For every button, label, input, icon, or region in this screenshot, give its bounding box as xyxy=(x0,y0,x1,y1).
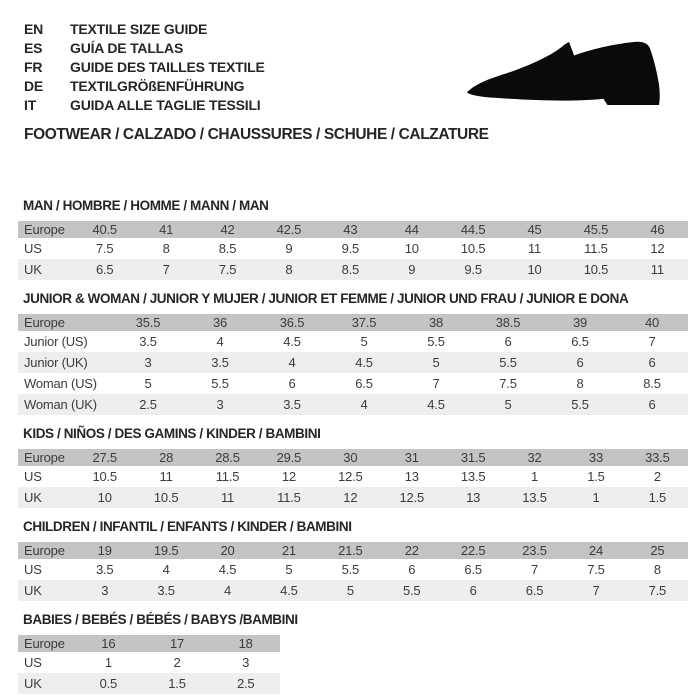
table-row xyxy=(18,238,688,259)
size-cell: 8.5 xyxy=(341,262,360,277)
size-cell: 20 xyxy=(220,543,235,558)
size-cell: 6 xyxy=(648,355,656,370)
language-label: GUIDE DES TAILLES TEXTILE xyxy=(70,58,265,75)
row-label: US xyxy=(24,655,42,670)
size-cell: 6 xyxy=(408,562,416,577)
section-title: BABIES / BEBÉS / BÉBÉS / BABYS /BAMBINI xyxy=(23,612,298,627)
size-cell: 6 xyxy=(288,376,296,391)
size-cell: 5 xyxy=(144,376,152,391)
row-label: Junior (UK) xyxy=(24,355,88,370)
row-label: UK xyxy=(24,490,42,505)
size-cell: 0.5 xyxy=(99,676,118,691)
size-cell: 5 xyxy=(360,334,368,349)
section-title: JUNIOR & WOMAN / JUNIOR Y MUJER / JUNIOR ET FEMME / JUNIOR UND FRAU / JUNIOR E DONA xyxy=(23,291,629,306)
size-cell: 2.5 xyxy=(139,397,157,412)
size-cell: 16 xyxy=(101,636,116,651)
size-cell: 5 xyxy=(346,583,354,598)
table-row xyxy=(18,559,688,580)
size-cell: 10 xyxy=(97,490,112,505)
size-cell: 35.5 xyxy=(135,315,161,330)
size-cell: 40 xyxy=(644,315,660,330)
table-row xyxy=(18,487,688,508)
size-cell: 19 xyxy=(97,543,112,558)
size-cell: 10.5 xyxy=(460,241,486,256)
size-cell: 44 xyxy=(404,222,419,237)
row-label: Woman (UK) xyxy=(24,397,97,412)
section-children xyxy=(18,519,688,601)
row-label: UK xyxy=(24,262,42,277)
size-cell: 13 xyxy=(466,490,481,505)
size-cell: 10.5 xyxy=(153,490,179,505)
size-cell: 3 xyxy=(101,583,109,598)
table-row xyxy=(18,394,688,415)
size-cell: 8 xyxy=(162,241,170,256)
language-label: GUIDA ALLE TAGLIE TESSILI xyxy=(70,96,261,113)
size-cell: 29.5 xyxy=(276,450,302,465)
size-cell: 8.5 xyxy=(643,376,661,391)
size-cell: 12 xyxy=(650,241,665,256)
size-cell: 5 xyxy=(285,562,293,577)
size-cell: 13.5 xyxy=(522,490,547,505)
size-cell: 3.5 xyxy=(139,334,157,349)
size-table xyxy=(18,635,280,694)
size-cell: 24 xyxy=(588,543,603,558)
size-cell: 9.5 xyxy=(464,262,482,277)
size-cell: 3.5 xyxy=(211,355,229,370)
size-cell: 11 xyxy=(650,262,664,277)
size-cell: 3 xyxy=(144,355,152,370)
size-cell: 11 xyxy=(220,490,235,505)
size-cell: 10.5 xyxy=(92,469,117,484)
language-code: IT xyxy=(24,96,37,113)
size-cell: 4.5 xyxy=(218,562,237,577)
size-cell: 18 xyxy=(238,636,253,651)
size-cell: 5.5 xyxy=(499,355,517,370)
language-label: TEXTILGRÖßENFÜHRUNG xyxy=(70,77,245,94)
size-cell: 33.5 xyxy=(645,450,670,465)
table-row xyxy=(18,466,688,487)
size-cell: 6.5 xyxy=(571,334,589,349)
size-cell: 6 xyxy=(576,355,584,370)
table-row xyxy=(18,331,688,352)
size-cell: 8.5 xyxy=(218,241,237,256)
size-cell: 7.5 xyxy=(95,241,114,256)
section-title: KIDS / NIÑOS / DES GAMINS / KINDER / BAMBINI xyxy=(23,426,321,441)
size-cell: 10.5 xyxy=(583,262,609,277)
size-cell: 32 xyxy=(527,450,542,465)
size-cell: 25 xyxy=(650,543,665,558)
size-cell: 31 xyxy=(404,450,419,465)
size-cell: 44.5 xyxy=(460,222,486,237)
size-cell: 6 xyxy=(469,583,477,598)
language-row xyxy=(24,57,265,76)
table-header-row xyxy=(18,221,688,238)
language-row xyxy=(24,38,265,57)
size-cell: 4.5 xyxy=(427,397,445,412)
size-cell: 1.5 xyxy=(168,676,186,691)
size-cell: 28.5 xyxy=(215,450,240,465)
size-cell: 1 xyxy=(592,490,600,505)
size-cell: 11.5 xyxy=(215,469,240,484)
table-header-row xyxy=(18,635,280,652)
size-cell: 17 xyxy=(169,636,185,651)
size-cell: 2.5 xyxy=(236,676,255,691)
size-table xyxy=(18,542,688,601)
section-title: MAN / HOMBRE / HOMME / MANN / MAN xyxy=(23,198,269,213)
section-man xyxy=(18,198,688,280)
table-row xyxy=(18,652,280,673)
size-cell: 6 xyxy=(504,334,512,349)
size-cell: 10 xyxy=(527,262,542,277)
size-cell: 38.5 xyxy=(495,315,521,330)
size-cell: 7.5 xyxy=(587,562,605,577)
size-cell: 7 xyxy=(531,562,539,577)
size-cell: 7 xyxy=(648,334,656,349)
size-cell: 3 xyxy=(216,397,224,412)
size-cell: 4 xyxy=(216,334,224,349)
row-label: US xyxy=(24,469,42,484)
row-label: US xyxy=(24,241,42,256)
size-cell: 21.5 xyxy=(338,543,363,558)
table-row xyxy=(18,373,688,394)
language-row xyxy=(24,95,265,114)
size-cell: 41 xyxy=(159,222,174,237)
language-label: TEXTILE SIZE GUIDE xyxy=(70,20,208,37)
section-kids xyxy=(18,426,688,508)
size-cell: 7 xyxy=(162,262,170,277)
size-cell: 9.5 xyxy=(341,241,360,256)
size-cell: 31.5 xyxy=(460,450,486,465)
size-cell: 40.5 xyxy=(92,222,117,237)
size-cell: 33 xyxy=(588,450,603,465)
table-row xyxy=(18,580,688,601)
size-cell: 8 xyxy=(653,562,661,577)
size-table xyxy=(18,221,688,280)
size-cell: 42 xyxy=(220,222,235,237)
size-cell: 21 xyxy=(281,543,296,558)
size-cell: 4.5 xyxy=(355,355,373,370)
size-cell: 36 xyxy=(212,315,228,330)
size-cell: 36.5 xyxy=(279,315,305,330)
size-cell: 5.5 xyxy=(571,397,589,412)
size-cell: 4 xyxy=(288,355,296,370)
size-cell: 6.5 xyxy=(464,562,482,577)
size-cell: 7.5 xyxy=(648,583,667,598)
table-row xyxy=(18,673,280,694)
size-cell: 7 xyxy=(592,583,600,598)
size-cell: 37.5 xyxy=(351,315,377,330)
language-row xyxy=(24,76,265,95)
language-label: GUÍA DE TALLAS xyxy=(70,39,184,56)
size-cell: 9 xyxy=(408,262,416,277)
row-label: US xyxy=(24,562,42,577)
row-label: Europe xyxy=(24,222,65,237)
row-label: Woman (US) xyxy=(24,376,97,391)
size-cell: 45.5 xyxy=(583,222,609,237)
language-row xyxy=(24,19,265,38)
table-row xyxy=(18,352,688,373)
size-cell: 12 xyxy=(343,490,358,505)
size-cell: 4 xyxy=(360,397,368,412)
size-cell: 5.5 xyxy=(211,376,229,391)
size-cell: 28 xyxy=(159,450,174,465)
size-cell: 1.5 xyxy=(648,490,667,505)
size-cell: 9 xyxy=(285,241,293,256)
row-label: Europe xyxy=(24,543,65,558)
size-cell: 5.5 xyxy=(427,334,445,349)
language-header xyxy=(24,19,265,114)
language-code: ES xyxy=(24,39,43,56)
section-title: CHILDREN / INFANTIL / ENFANTS / KINDER / BAMBINI xyxy=(23,519,352,534)
size-cell: 4.5 xyxy=(280,583,298,598)
size-cell: 7.5 xyxy=(499,376,517,391)
size-cell: 6.5 xyxy=(95,262,114,277)
size-cell: 43 xyxy=(343,222,358,237)
size-cell: 8 xyxy=(285,262,293,277)
size-cell: 3 xyxy=(242,655,250,670)
size-cell: 1.5 xyxy=(587,469,605,484)
row-label: Europe xyxy=(24,450,65,465)
row-label: UK xyxy=(24,676,42,691)
size-cell: 27.5 xyxy=(92,450,117,465)
size-cell: 45 xyxy=(527,222,542,237)
size-cell: 42.5 xyxy=(276,222,302,237)
size-sections xyxy=(18,198,688,700)
size-cell: 7 xyxy=(432,376,440,391)
size-cell: 11 xyxy=(159,469,173,484)
size-cell: 4 xyxy=(224,583,232,598)
size-cell: 11.5 xyxy=(584,241,608,256)
row-label: UK xyxy=(24,583,42,598)
size-cell: 5 xyxy=(432,355,440,370)
table-header-row xyxy=(18,542,688,559)
size-table xyxy=(18,314,688,415)
size-cell: 23.5 xyxy=(522,543,547,558)
size-cell: 2 xyxy=(653,469,661,484)
size-cell: 2 xyxy=(173,655,181,670)
size-cell: 3.5 xyxy=(95,562,114,577)
size-cell: 4 xyxy=(162,562,170,577)
language-code: DE xyxy=(24,77,44,94)
size-cell: 46 xyxy=(650,222,665,237)
table-header-row xyxy=(18,314,688,331)
table-row xyxy=(18,259,688,280)
size-cell: 11.5 xyxy=(277,490,301,505)
size-cell: 30 xyxy=(343,450,358,465)
section-junior-woman xyxy=(18,291,688,415)
size-table xyxy=(18,449,688,508)
size-cell: 39 xyxy=(572,315,588,330)
size-cell: 5.5 xyxy=(341,562,360,577)
table-header-row xyxy=(18,449,688,466)
size-cell: 5 xyxy=(504,397,512,412)
row-label: Europe xyxy=(24,315,65,330)
size-cell: 6.5 xyxy=(355,376,373,391)
size-cell: 13.5 xyxy=(460,469,486,484)
size-cell: 6 xyxy=(648,397,656,412)
size-cell: 4.5 xyxy=(283,334,301,349)
size-cell: 8 xyxy=(576,376,584,391)
size-cell: 38 xyxy=(428,315,444,330)
row-label: Europe xyxy=(24,636,65,651)
row-label: Junior (US) xyxy=(24,334,88,349)
size-cell: 5.5 xyxy=(402,583,421,598)
size-cell: 19.5 xyxy=(153,543,179,558)
language-code: FR xyxy=(24,58,43,75)
category-title: FOOTWEAR / CALZADO / CHAUSSURES / SCHUHE / CALZATURE xyxy=(24,126,489,143)
size-cell: 3.5 xyxy=(283,397,301,412)
size-cell: 7.5 xyxy=(218,262,237,277)
section-babies xyxy=(18,612,688,694)
size-cell: 22 xyxy=(404,543,419,558)
size-cell: 3.5 xyxy=(157,583,175,598)
size-cell: 10 xyxy=(404,241,419,256)
size-cell: 6.5 xyxy=(525,583,544,598)
language-code: EN xyxy=(24,20,44,37)
size-cell: 13 xyxy=(404,469,419,484)
shoe-icon xyxy=(464,41,662,107)
size-cell: 22.5 xyxy=(460,543,486,558)
size-cell: 1 xyxy=(104,655,112,670)
size-cell: 12.5 xyxy=(399,490,424,505)
size-cell: 1 xyxy=(531,469,539,484)
size-cell: 12 xyxy=(281,469,296,484)
size-cell: 12.5 xyxy=(338,469,363,484)
size-cell: 11 xyxy=(527,241,542,256)
